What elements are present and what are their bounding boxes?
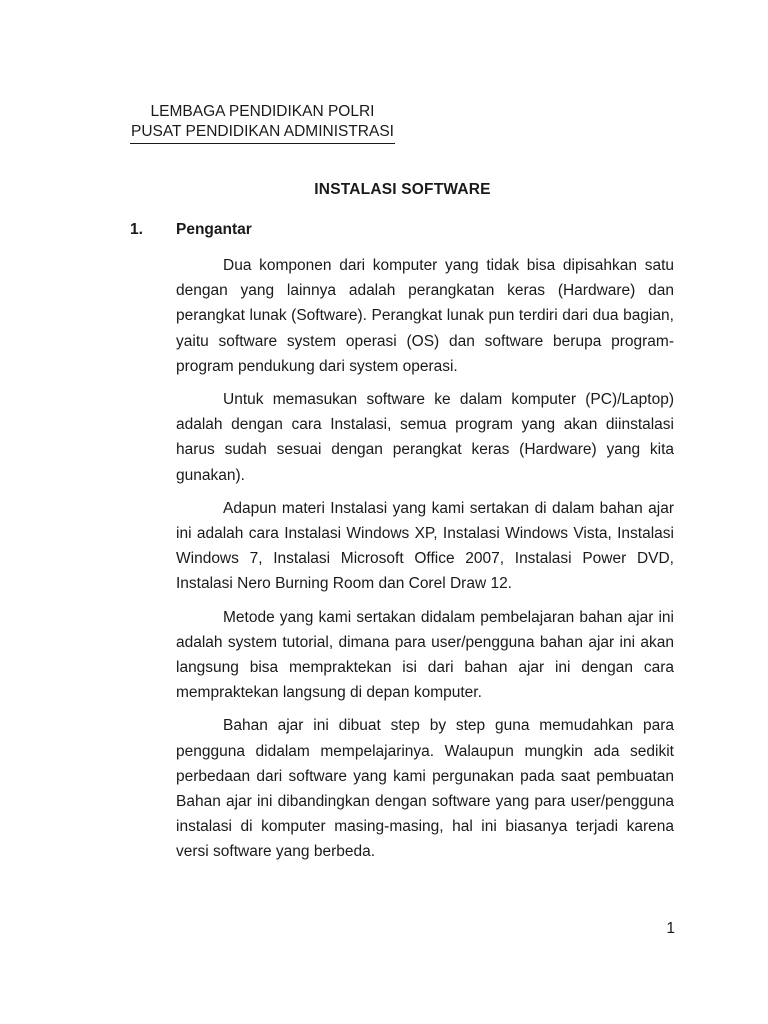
paragraph: Metode yang kami sertakan didalam pembelajaran bahan ajar ini adalah system tutorial, dimana para user/pengguna bahan ajar ini akan langsung bisa mempraktekan isi dari bahan ajar ini dengan cara mempraktekan langsung di depan komputer. bbox=[176, 608, 674, 702]
document-title: INSTALASI SOFTWARE bbox=[314, 181, 491, 198]
paragraph: Adapun materi Instalasi yang kami sertakan di dalam bahan ajar ini adalah cara Instalasi Windows XP, Instalasi Windows Vista, Instalasi Windows 7, Instalasi Microsoft Office 2007, Instalasi Power DVD, Instalasi Nero Burning Room dan Corel Draw 12. bbox=[176, 499, 674, 593]
header-underline bbox=[130, 143, 395, 144]
institution-header bbox=[130, 102, 395, 142]
institution-name: LEMBAGA PENDIDIKAN POLRI bbox=[150, 103, 375, 120]
paragraph: Bahan ajar ini dibuat step by step guna memudahkan para pengguna didalam mempelajarinya. Walaupun mungkin ada sedikit perbedaan dari software yang kami pergunakan pada saat pembuatan Bahan ajar ini dibandingkan dengan software yang para user/pengguna instalasi di komputer masing-masing, hal ini biasanya terjadi karena versi software yang berbeda. bbox=[176, 717, 674, 861]
paragraph: Dua komponen dari komputer yang tidak bisa dipisahkan satu dengan yang lainnya adalah perangkatan keras (Hardware) dan perangkat lunak (Software). Perangkat lunak pun terdiri dari dua bagian, yaitu software system operasi (OS) dan software berupa program-program pendukung dari system operasi. bbox=[176, 257, 674, 375]
section-number: 1. bbox=[130, 221, 143, 238]
paragraph: Untuk memasukan software ke dalam komputer (PC)/Laptop) adalah dengan cara Instalasi, semua program yang akan diinstalasi harus sudah sesuai dengan perangkat keras (Hardware) yang kita gunakan). bbox=[176, 391, 674, 484]
section-heading: Pengantar bbox=[176, 221, 252, 238]
institution-division: PUSAT PENDIDIKAN ADMINISTRASI bbox=[131, 123, 394, 140]
body-text bbox=[176, 253, 674, 873]
page-number: 1 bbox=[666, 920, 675, 937]
